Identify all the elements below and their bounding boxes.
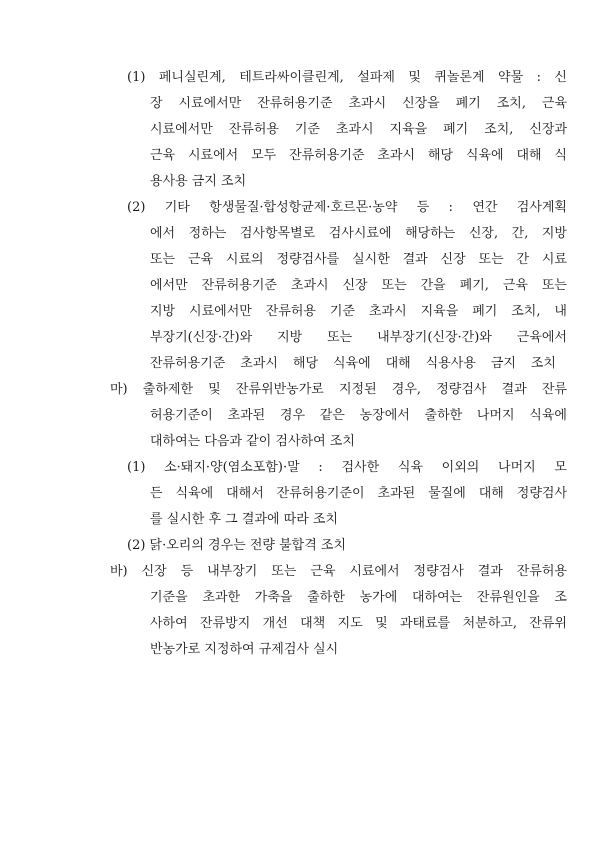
item-2-line-6: 부장기(신장·간)와 지방 또는 내부장기(신장·간)와 근육에서	[150, 330, 567, 345]
section-ba-line-4: 반농가로 지정하여 규제검사 실시	[150, 642, 339, 657]
section-ma-item-1-line-2: 든 식육에 대해서 잔류허용기준이 초과된 물질에 대해 정량검사	[150, 486, 567, 501]
section-ma-item-2-line-1: (2) 닭·오리의 경우는 전량 불합격 조치	[127, 538, 347, 553]
section-ba-line-3: 사하여 잔류방지 개선 대책 지도 및 과태료를 처분하고, 잔류위	[150, 616, 567, 631]
section-ba-line-1: 바) 신장 등 내부장기 또는 근육 시료에서 정량검사 결과 잔류허용	[110, 564, 567, 579]
item-1-line-4: 근육 시료에서 모두 잔류허용기준 초과시 해당 식육에 대해 식	[150, 148, 567, 163]
section-ma-line-2: 허용기준이 초과된 경우 같은 농장에서 출하한 나머지 식육에	[150, 408, 567, 423]
item-1-line-1: (1) 페니실린계, 테트라싸이클린계, 설파제 및 퀴놀론계 약물 : 신	[127, 70, 567, 85]
item-2-line-3: 또는 근육 시료의 정량검사를 실시한 결과 신장 또는 간 시료	[150, 252, 567, 267]
section-ma-line-3: 대하여는 다음과 같이 검사하여 조치	[150, 434, 355, 449]
item-2-line-4: 에서만 잔류허용기준 초과시 신장 또는 간을 폐기, 근육 또는	[150, 278, 567, 293]
item-2-line-5: 지방 시료에서만 잔류허용 기준 초과시 지육을 폐기 조치, 내	[150, 304, 567, 319]
section-ma-item-1-line-1: (1) 소·돼지·양(염소포함)·말 : 검사한 식육 이외의 나머지 모	[127, 460, 567, 475]
section-ma-item-1-line-3: 를 실시한 후 그 결과에 따라 조치	[150, 512, 339, 527]
item-1-line-2: 장 시료에서만 잔류허용기준 초과시 신장을 폐기 조치, 근육	[150, 96, 567, 111]
item-2-line-7: 잔류허용기준 초과시 해당 식육에 대해 식용사용 금지 조치	[150, 356, 556, 371]
item-1-line-3: 시료에서만 잔류허용 기준 초과시 지육을 폐기 조치, 신장과	[150, 122, 567, 137]
item-1-line-5: 용사용 금지 조치	[150, 174, 247, 189]
section-ma-line-1: 마) 출하제한 및 잔류위반농가로 지정된 경우, 정량검사 결과 잔류	[110, 382, 567, 397]
item-2-line-1: (2) 기타 항생물질·합성항균제·호르몬·농약 등 : 연간 검사계획	[127, 200, 567, 215]
section-ba-line-2: 기준을 초과한 가축을 출하한 농가에 대하여는 잔류원인을 조	[150, 590, 567, 605]
item-2-line-2: 에서 정하는 검사항목별로 검사시료에 해당하는 신장, 간, 지방	[150, 226, 567, 241]
